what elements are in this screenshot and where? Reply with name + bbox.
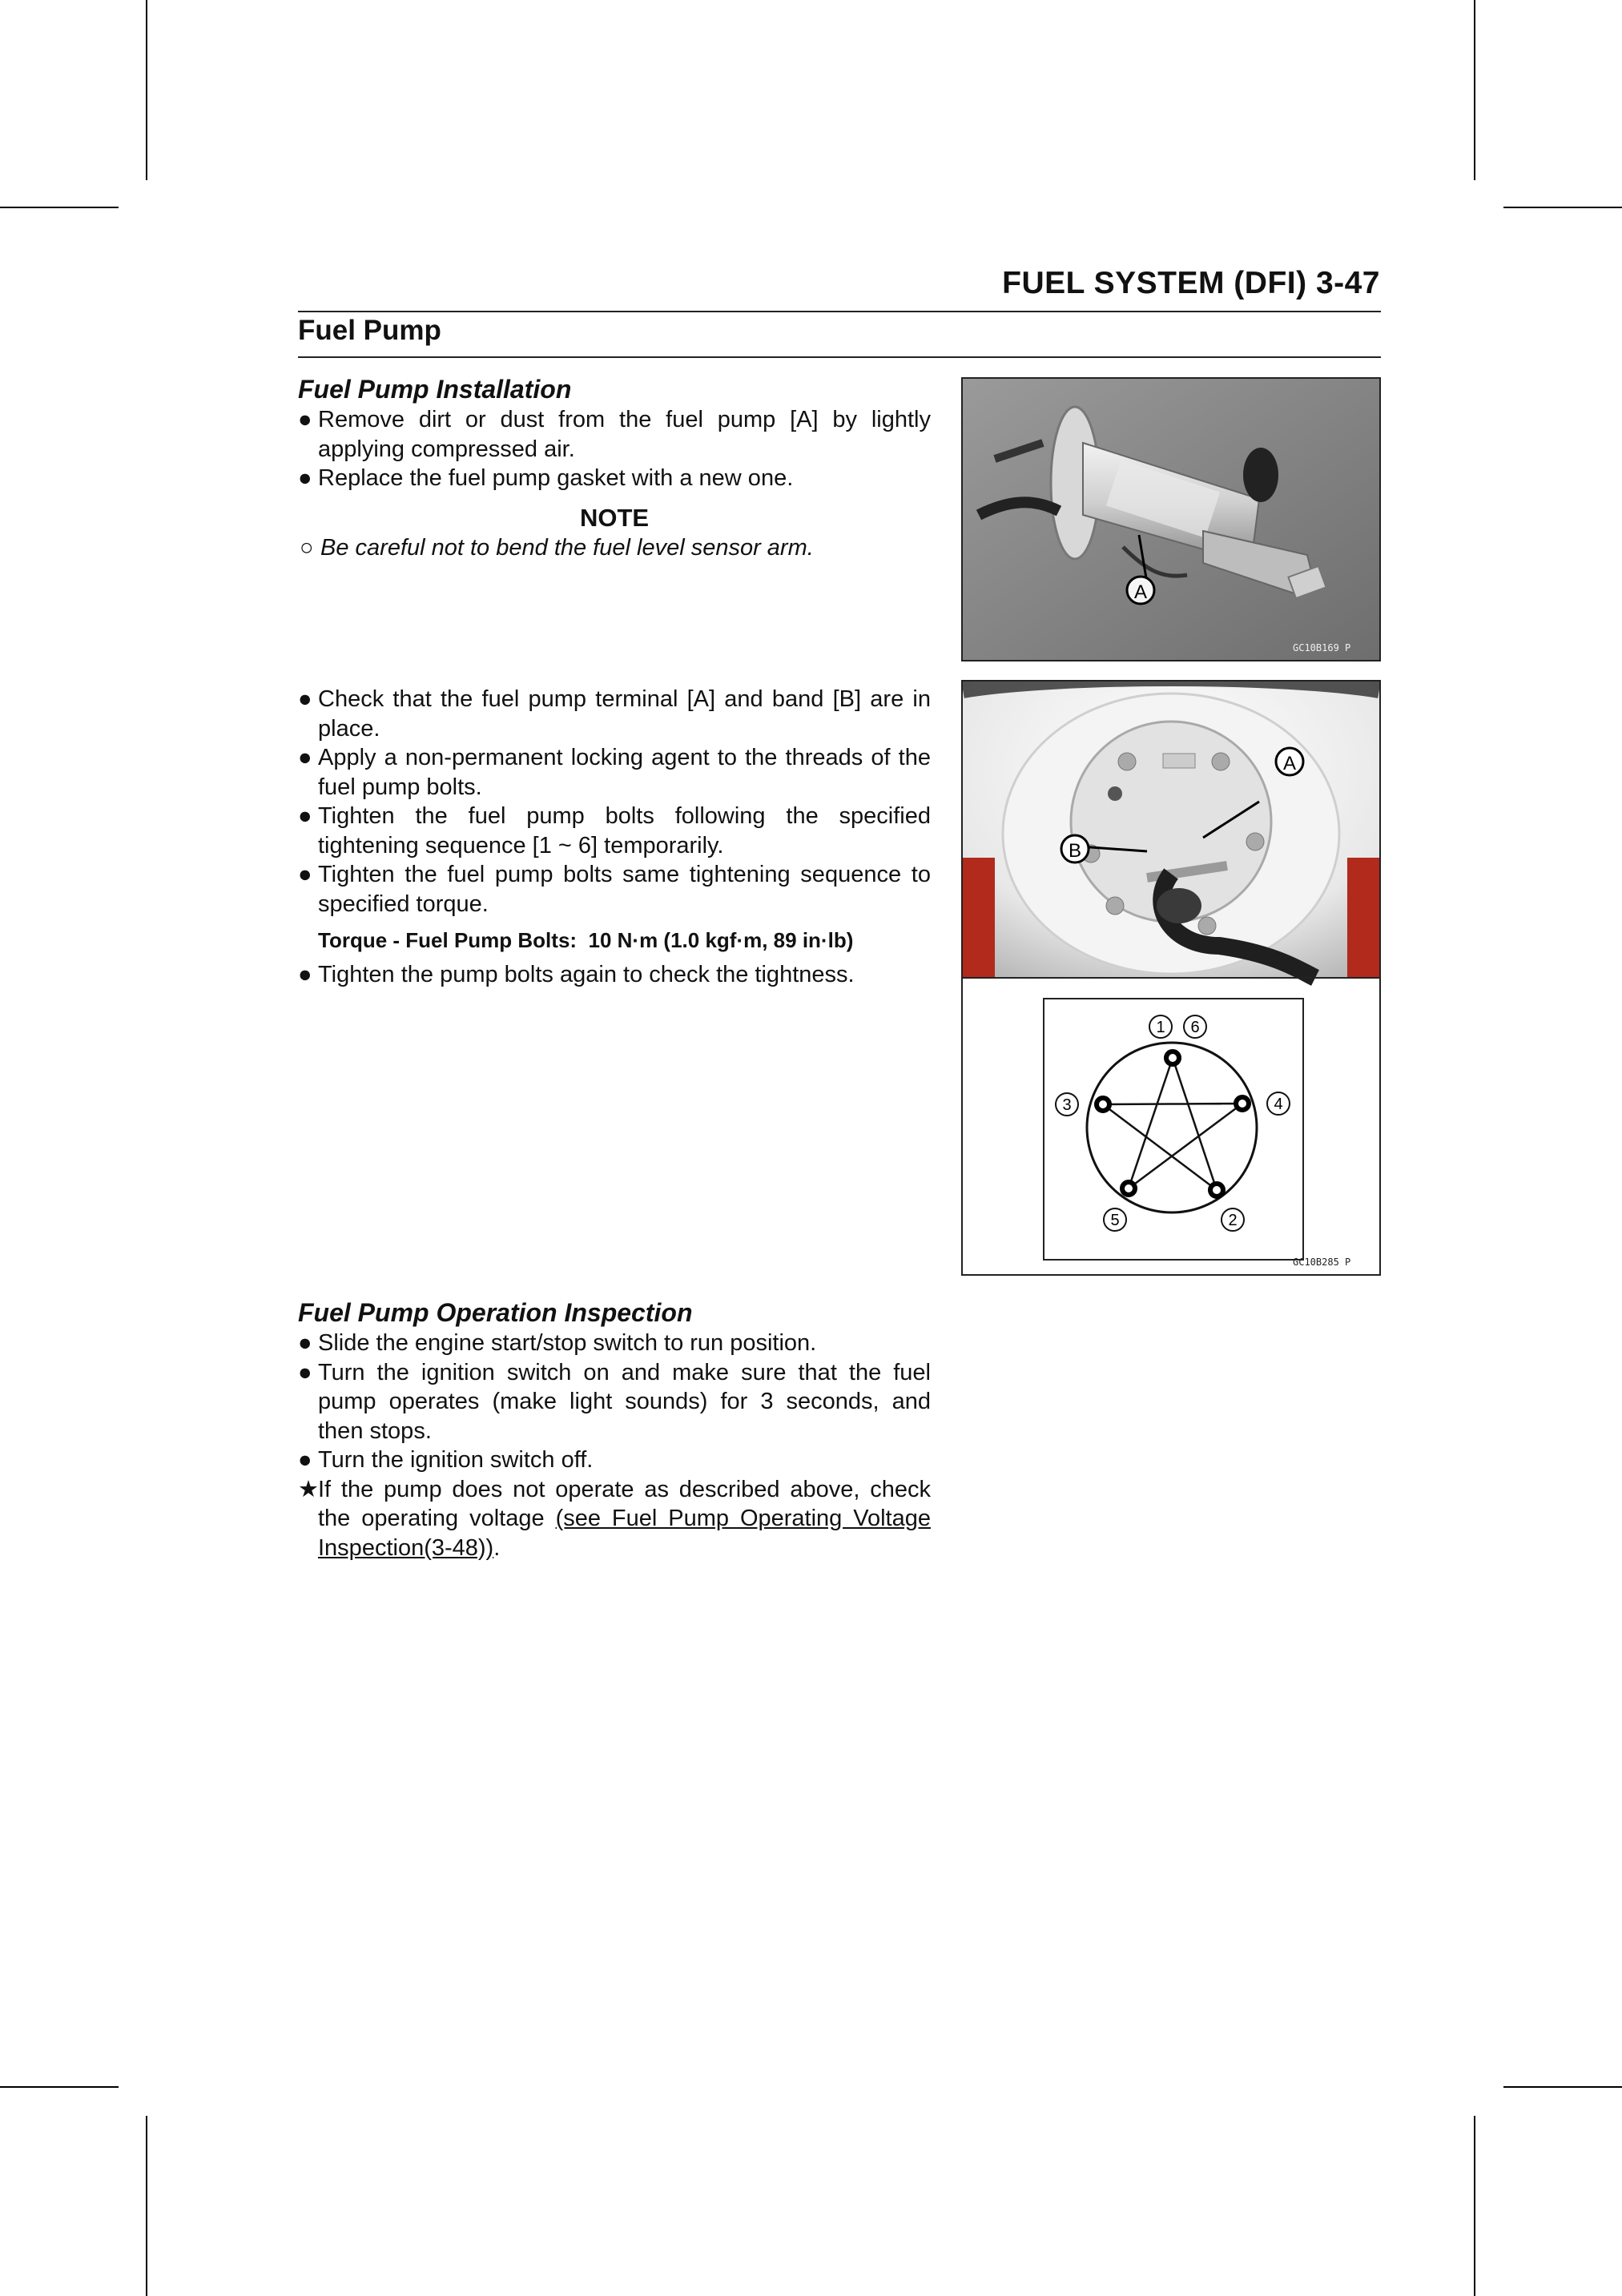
list-item: ● Tighten the fuel pump bolts following the specified tightening sequence [1 ~ 6] temporarily. — [298, 803, 931, 858]
crop-mark — [1474, 2116, 1475, 2296]
bullet-icon: ● — [298, 1330, 312, 1356]
torque-spec — [298, 927, 931, 954]
bullet-icon: ● — [298, 686, 312, 712]
star-icon: ★ — [298, 1476, 319, 1502]
list-item: ● Apply a non-permanent locking agent to the threads of the fuel pump bolts. — [298, 745, 931, 800]
fuel-pump-photo — [961, 377, 1381, 661]
bolt-label-2: 2 — [1228, 1212, 1238, 1229]
section-rule — [298, 356, 1381, 358]
list-item: ● Turn the ignition switch off. — [298, 1446, 931, 1475]
bullet-icon: ● — [298, 745, 312, 770]
label-b: B — [1068, 840, 1082, 862]
cross-reference-link[interactable]: (see Fuel Pump Operating Voltage Inspection(3-48)) — [318, 1506, 931, 1561]
bullet-icon: ● — [298, 862, 312, 887]
bullet-icon: ● — [298, 465, 312, 491]
bolt-label-4: 4 — [1274, 1096, 1283, 1113]
circle-marker-icon: ○ — [300, 534, 314, 561]
installation-bullets-1 — [298, 405, 931, 493]
list-item: ● Remove dirt or dust from the fuel pump [A] by lightly applying compressed air. — [298, 407, 931, 462]
list-item: ★ If the pump does not operate as described above, check the operating voltage (see Fuel Pump Operating Voltage Inspection(3-48)). — [298, 1476, 931, 1561]
torque-label: Torque - Fuel Pump Bolts: — [318, 928, 578, 952]
operation-heading: Fuel Pump Operation Inspection — [298, 1298, 693, 1327]
sequence-diagram-box — [1044, 999, 1303, 1260]
crop-mark — [0, 207, 119, 208]
bullet-icon: ● — [298, 1447, 312, 1473]
section-title: Fuel Pump — [298, 315, 441, 346]
figure-code: GC10B285 P — [1293, 1257, 1351, 1268]
bolt-label-1: 1 — [1156, 1019, 1165, 1036]
torque-value: 10 N·m (1.0 kgf·m, 89 in·lb) — [588, 928, 854, 952]
bullet-icon: ● — [298, 407, 312, 432]
bolt-sequence-figure — [961, 680, 1381, 1276]
installation-bullets-3 — [298, 960, 931, 990]
crop-mark — [146, 0, 147, 180]
operation-inspection — [298, 1297, 931, 1562]
tank-and-sequence-illustration — [963, 682, 1379, 1274]
installation-intro — [298, 373, 931, 562]
bullet-icon: ● — [298, 803, 312, 829]
crop-mark — [146, 2116, 147, 2296]
note-text: ○ Be careful not to bend the fuel level sensor arm. — [298, 533, 931, 563]
crop-mark — [0, 2086, 119, 2088]
crop-mark — [1503, 2086, 1622, 2088]
label-a: A — [1133, 581, 1148, 603]
bullet-icon: ● — [298, 962, 312, 987]
crop-mark — [1503, 207, 1622, 208]
operation-bullets — [298, 1329, 931, 1562]
fuel-pump-illustration — [963, 379, 1379, 660]
bullet-icon: ● — [298, 1359, 312, 1385]
header-rule — [298, 311, 1381, 312]
list-item: ● Tighten the pump bolts again to check the tightness. — [298, 960, 931, 990]
figure-code: GC10B169 P — [1293, 642, 1351, 653]
list-item: ● Tighten the fuel pump bolts same tightening sequence to specified torque. — [298, 862, 931, 917]
running-head: FUEL SYSTEM (DFI) 3-47 — [1002, 266, 1380, 300]
installation-bullets-2 — [298, 685, 931, 919]
bolt-label-3: 3 — [1062, 1096, 1072, 1114]
list-item: ● Check that the fuel pump terminal [A] and band [B] are in place. — [298, 686, 931, 742]
list-item: ● Turn the ignition switch on and make sure that the fuel pump operates (make light sounds) for 3 seconds, and then stops. — [298, 1359, 931, 1444]
bolt-label-6: 6 — [1190, 1019, 1200, 1036]
bolt-label-5: 5 — [1110, 1212, 1120, 1229]
note-heading: NOTE — [579, 503, 650, 532]
installation-steps — [298, 685, 931, 990]
list-item: ● Replace the fuel pump gasket with a new one. — [298, 464, 931, 493]
list-item: ● Slide the engine start/stop switch to run position. — [298, 1329, 931, 1358]
installation-heading: Fuel Pump Installation — [298, 375, 572, 404]
crop-mark — [1474, 0, 1475, 180]
label-a: A — [1282, 753, 1297, 774]
